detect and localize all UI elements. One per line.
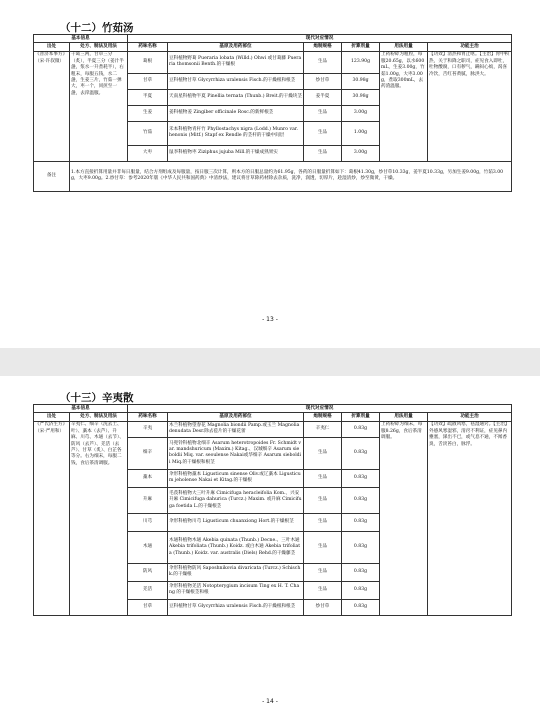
prescription-cell: 辛夷仁、细辛（洗去土、叶）、藁本（去芦）、升麻、川芎、木通（去节）、防风（去芦）、羌活（去芦）、甘草（炙）、白芷各等分。右为细末，每服二钱，食后茶清调服。 bbox=[70, 421, 128, 615]
col-function: 功能主治 bbox=[428, 43, 512, 51]
col-herb-name: 药味名称 bbox=[128, 413, 168, 421]
herb-dose: 30.98g bbox=[342, 73, 380, 89]
herb-origin: 豆科植物甘草 Glycyrrhiza uralensis Fisch.的干燥根和根茎 bbox=[168, 599, 304, 615]
herb-name: 木通 bbox=[128, 531, 168, 563]
herb-spec: 炒甘草 bbox=[304, 73, 342, 89]
herb-origin: 鼠李科植物枣 Ziziphus jujuba Mill.的干燥成熟果实 bbox=[168, 145, 304, 161]
col-usage: 用法用量 bbox=[380, 413, 428, 421]
col-spec: 炮制规格 bbox=[304, 43, 342, 51]
page-number: - 13 - bbox=[262, 316, 278, 323]
herb-name: 川芎 bbox=[128, 513, 168, 531]
herb-spec: 生品 bbox=[304, 487, 342, 513]
herb-origin: 木兰科植物望春花 Magnolia biondii Pamp.或玉兰 Magnolia denudata Desr.除去苞片的干燥花蕾 bbox=[168, 421, 304, 437]
col-origin: 基原及用药部位 bbox=[168, 43, 304, 51]
herb-origin: 伞形科植物羌活 Notopterygium incisum Ting ex H. T. Chang 的干燥根茎和根 bbox=[168, 581, 304, 599]
herb-dose: 1.00g bbox=[342, 121, 380, 145]
page-gap bbox=[0, 348, 540, 376]
herb-spec: 生品 bbox=[304, 121, 342, 145]
herb-name: 甘草 bbox=[128, 73, 168, 89]
herb-origin: 伞形科植物藁本 Ligusticum sinense Oliv.或辽藁本 Ligusticum jeholense Nakai et Kitag.的干燥根 bbox=[168, 469, 304, 487]
herb-name: 细辛 bbox=[128, 437, 168, 469]
herb-dose: 0.83g bbox=[342, 487, 380, 513]
col-source: 出处 bbox=[34, 43, 70, 51]
herb-dose: 0.83g bbox=[342, 513, 380, 531]
herb-dose: 0.83g bbox=[342, 563, 380, 581]
usage-cell: 上药粉碎为粗粒，每服20.65g，以水600mL，生姜3.00g，竹茹1.00g，大枣3.00g，煮取300mL，去药渣温服。 bbox=[380, 51, 428, 161]
herb-name: 辛夷 bbox=[128, 421, 168, 437]
herb-name: 藁本 bbox=[128, 469, 168, 487]
herb-origin: 姜科植物姜 Zingiber officinale Rosc.的新鲜根茎 bbox=[168, 105, 304, 121]
herb-origin: 马兜铃科植物北细辛 Asarum heterotropoides Fr. Schmidt var. mandshuricum (Maxim.) Kitag.、汉城细辛 Asarum sieboldii Miq. var. seoulense Nakai或华细辛 Asarum sieboldii Miq.的干燥根和根茎 bbox=[168, 437, 304, 469]
col-dose: 折算剂量 bbox=[342, 413, 380, 421]
note-text: 1.本方直接折算用量并非每日服量，结合方剂组成及每服量，按日服三次计算，则本方的日服总量约为61.95g，各药的日服量折算如下：葛根41.30g，炒甘草10.33g，姜半夏10.33g，另加生姜9.00g，竹茹3.00g，大枣9.00g。2.炒甘草：参考2020年版《中华人民共和国药典》中清炒法，建议将甘草除药材除去杂质，洗净，润透，切厚片，趁湿清炒，炒至微黄，干燥。 bbox=[70, 161, 512, 191]
header-basic: 基本信息 bbox=[34, 35, 128, 43]
herb-name: 半夏 bbox=[128, 89, 168, 105]
herb-origin: 伞形科植物川芎 Ligusticum chuanxiong Hort.的干燥根茎 bbox=[168, 513, 304, 531]
herb-dose: 0.83g bbox=[342, 531, 380, 563]
herb-name: 甘草 bbox=[128, 599, 168, 615]
herb-name: 防风 bbox=[128, 563, 168, 581]
col-spec: 炮制规格 bbox=[304, 413, 342, 421]
herb-origin: 木通科植物木通 Akebia quinata (Thunb.) Decne.、三叶木通 Akebia trifoliata (Thunb.) Koidz. 或白木通 Akebia trifoliata (Thunb.) Koidz. var. australis (Diels) Rehd.的干燥藤茎 bbox=[168, 531, 304, 563]
header-modern: 现代对应情况 bbox=[128, 405, 512, 413]
page-14 bbox=[0, 376, 540, 720]
herb-dose: 30.98g bbox=[342, 89, 380, 105]
herb-dose: 0.83g bbox=[342, 581, 380, 599]
herb-spec: 生品 bbox=[304, 563, 342, 581]
herb-origin: 禾本科植物青秆竹 Phyllostachys nigra (Lodd.) Munro var. henonis (Mitf.) Stapf ex Rendle 的茎杆的干燥中间层 bbox=[168, 121, 304, 145]
herb-origin: 豆科植物野葛 Pueraria lobata (Willd.) Ohwi 或甘葛藤 Pueraria thomsonii Benth.的干燥根 bbox=[168, 51, 304, 73]
herb-spec: 生品 bbox=[304, 581, 342, 599]
herb-origin: 毛茛科植物大三叶升麻 Cimicifuga heracleifolia Kom.、兴安升麻 Cimicifuga dahurica (Turcz.) Maxim. 或升麻 Cimicifuga foetida L.的干燥根茎 bbox=[168, 487, 304, 513]
col-function: 功能主治 bbox=[428, 413, 512, 421]
herb-spec: 炒甘草 bbox=[304, 599, 342, 615]
herb-dose: 0.83g bbox=[342, 599, 380, 615]
col-dose: 折算剂量 bbox=[342, 43, 380, 51]
herb-dose: 0.83g bbox=[342, 421, 380, 437]
col-usage: 用法用量 bbox=[380, 43, 428, 51]
col-prescription: 处方、制法及用法 bbox=[70, 413, 128, 421]
herb-name: 大枣 bbox=[128, 145, 168, 161]
herb-spec: 生品 bbox=[304, 513, 342, 531]
herb-name: 生姜 bbox=[128, 105, 168, 121]
prescription-table bbox=[33, 34, 512, 192]
herb-dose: 0.83g bbox=[342, 469, 380, 487]
herb-origin: 伞形科植物防风 Saposhnikovia divaricata (Turcz.) Schischk.的干燥根 bbox=[168, 563, 304, 581]
header-basic: 基本信息 bbox=[34, 405, 128, 413]
herb-spec: 姜半夏 bbox=[304, 89, 342, 105]
section-title: （十二）竹茹汤 bbox=[60, 22, 134, 34]
page-number: - 14 - bbox=[262, 698, 278, 705]
herb-name: 升麻 bbox=[128, 487, 168, 513]
herb-origin: 天南星科植物半夏 Pinellia ternata (Thunb.) Breit.的干燥块茎 bbox=[168, 89, 304, 105]
source-cell: 《普济本事方》（宋·许叔微） bbox=[34, 51, 70, 161]
herb-spec: 生品 bbox=[304, 145, 342, 161]
col-prescription: 处方、制法及用法 bbox=[70, 43, 128, 51]
herb-spec: 生品 bbox=[304, 105, 342, 121]
col-origin: 基原及用药部位 bbox=[168, 413, 304, 421]
function-cell: 【功效】清热和胃止呕。【主治】胃中积热，关于和降之职司，症见食入即吐，吐物酸腐，口有秽气，蹒闷心烦，渴喜冷饮，舌红苔黄腻，脉洪大。 bbox=[428, 51, 512, 161]
page-13 bbox=[0, 0, 540, 348]
herb-origin: 豆科植物甘草 Glycyrrhiza uralensis Fisch.的干燥根和根茎 bbox=[168, 73, 304, 89]
note-label: 备注 bbox=[34, 161, 70, 191]
section-title: （十三）辛夷散 bbox=[60, 392, 134, 404]
herb-spec: 生品 bbox=[304, 51, 342, 73]
prescription-cell: 干葛三两，甘草三分（炙），半夏三分（姜汁半盏，浆水一升煮耗半），右粗末，每服五钱，水二盏，生姜三片，竹茹一弹大，枣一个，同煎至一盏，去滓温服。 bbox=[70, 51, 128, 161]
herb-spec: 生品 bbox=[304, 437, 342, 469]
herb-dose: 3.00g bbox=[342, 105, 380, 121]
herb-spec: 生品 bbox=[304, 531, 342, 563]
herb-spec: 辛夷仁 bbox=[304, 421, 342, 437]
herb-dose: 0.83g bbox=[342, 437, 380, 469]
header-modern: 现代对应情况 bbox=[128, 35, 512, 43]
function-cell: 【功效】疏散风寒，祛湿通窍。【主治】外感风寒湿邪，清窍不利证，症见鼻内壅塞，涕出不已，或气息不通，不闻香臭，舌淡苔白，脉浮。 bbox=[428, 421, 512, 615]
col-source: 出处 bbox=[34, 413, 70, 421]
herb-dose: 123.90g bbox=[342, 51, 380, 73]
prescription-table bbox=[33, 404, 512, 616]
col-herb-name: 药味名称 bbox=[128, 43, 168, 51]
source-cell: 《严氏济生方》（宋·严用和） bbox=[34, 421, 70, 615]
herb-spec: 生品 bbox=[304, 469, 342, 487]
herb-name: 羌活 bbox=[128, 581, 168, 599]
usage-cell: 上药粉碎为细末，每服8.26g，食后茶清调服。 bbox=[380, 421, 428, 615]
herb-name: 竹茹 bbox=[128, 121, 168, 145]
herb-dose: 3.00g bbox=[342, 145, 380, 161]
herb-name: 葛根 bbox=[128, 51, 168, 73]
